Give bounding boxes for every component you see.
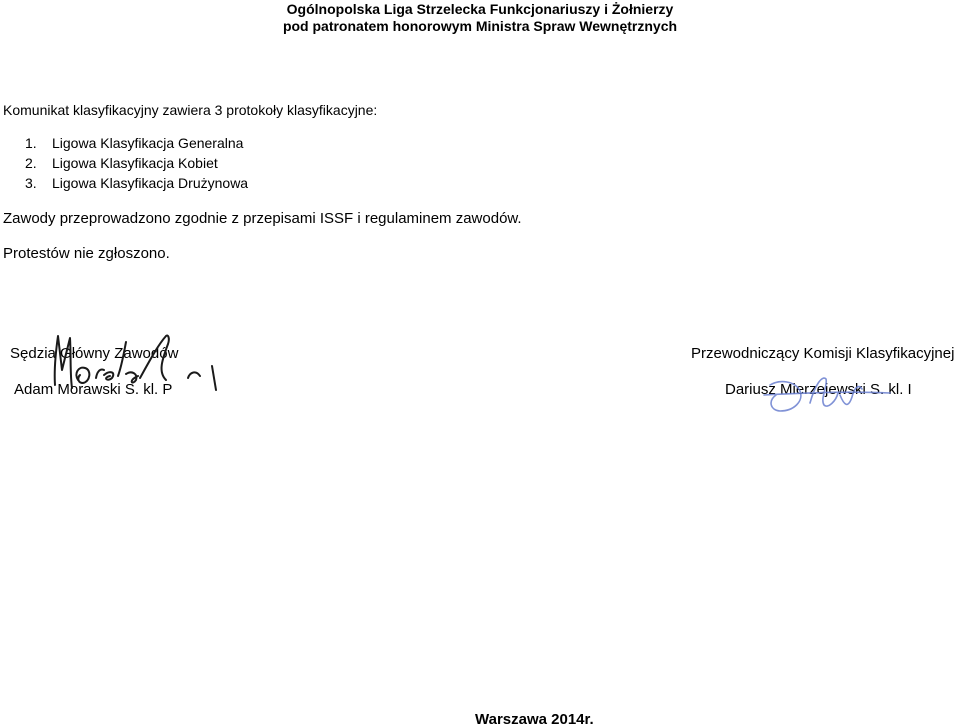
list-item-text: Ligowa Klasyfikacja Kobiet xyxy=(52,155,218,171)
committee-chair-name: Dariusz Mierzejewski S. kl. I xyxy=(725,381,912,398)
list-item-number: 3. xyxy=(25,175,37,191)
chief-judge-name: Adam Morawski S. kl. P xyxy=(14,381,173,398)
committee-chair-title: Przewodniczący Komisji Klasyfikacyjnej xyxy=(691,345,955,362)
chief-judge-title: Sędzia Główny Zawodów xyxy=(10,345,179,362)
list-item-text: Ligowa Klasyfikacja Generalna xyxy=(52,135,244,151)
list-item-text: Ligowa Klasyfikacja Drużynowa xyxy=(52,175,249,191)
list-item-number: 1. xyxy=(25,135,37,151)
protests-statement: Protestów nie zgłoszono. xyxy=(3,245,170,262)
organization-title: Ogólnopolska Liga Strzelecka Funkcjonariuszy i Żołnierzy xyxy=(286,1,674,17)
communique-intro: Komunikat klasyfikacyjny zawiera 3 protokoły klasyfikacyjne: xyxy=(3,102,378,118)
list-item-number: 2. xyxy=(25,155,37,171)
place-and-date: Warszawa 2014r. xyxy=(475,711,594,728)
patronage-subtitle: pod patronatem honorowym Ministra Spraw Wewnętrznych xyxy=(282,18,678,34)
rules-statement: Zawody przeprowadzono zgodnie z przepisami ISSF i regulaminem zawodów. xyxy=(3,210,522,227)
